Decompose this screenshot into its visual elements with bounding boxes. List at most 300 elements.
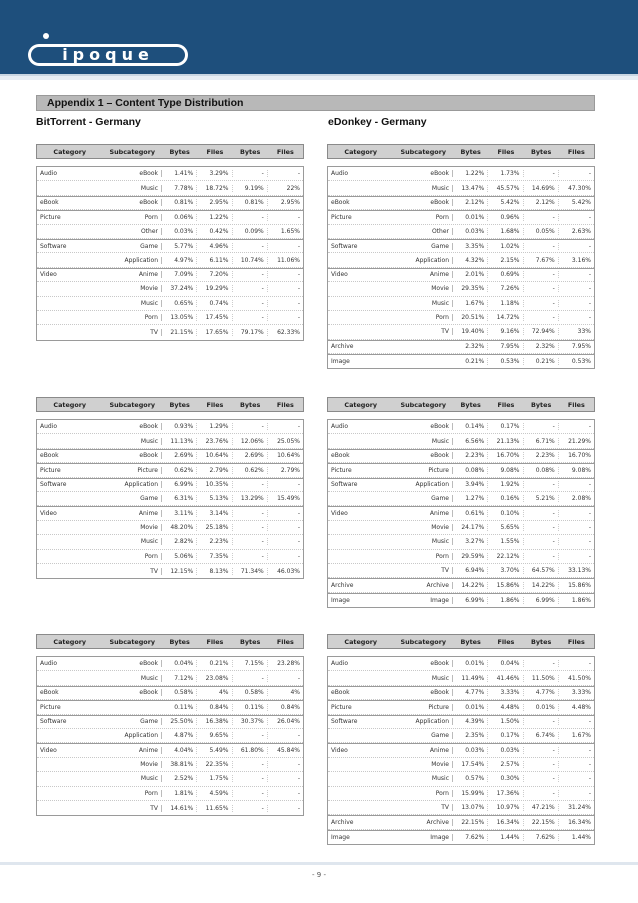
table-cell: 18.72% (197, 185, 232, 192)
table-row (328, 340, 594, 354)
table-cell: 0.03% (162, 228, 197, 235)
table-cell: 1.22% (197, 214, 232, 221)
table-cell: Archive (393, 819, 453, 826)
table-cell: Other (102, 228, 162, 235)
table-cell: Porn (393, 214, 453, 221)
table-cell: TV (102, 329, 162, 336)
table-body (327, 656, 595, 845)
table-row (37, 535, 303, 549)
table-cell: eBook (102, 452, 162, 459)
table-cell: - (524, 170, 559, 177)
table-cell: Application (102, 732, 162, 739)
column-header: Bytes (460, 400, 481, 409)
table-row (328, 478, 594, 492)
table-row (37, 449, 303, 463)
table-cell: - (524, 538, 559, 545)
table-cell: eBook (331, 689, 350, 697)
table-cell: Game (393, 495, 453, 502)
table-cell: 4.87% (162, 732, 197, 739)
table-cell: Porn (102, 314, 162, 321)
column-header: Files (206, 147, 224, 156)
table-row (37, 434, 303, 448)
column-header: Files (276, 400, 294, 409)
table-cell: 9.08% (488, 467, 523, 474)
table-row (37, 758, 303, 772)
table-cell: 22.15% (453, 819, 488, 826)
table-cell: - (588, 660, 591, 668)
table-cell: 11.13% (162, 438, 197, 445)
table-row (328, 772, 594, 786)
table-cell: 0.62% (233, 467, 268, 474)
table-cell: 12.15% (162, 568, 197, 575)
table-cell: 15.99% (453, 790, 488, 797)
table-cell: Image (331, 596, 350, 604)
table-cell: 14.61% (162, 805, 197, 812)
table-cell: 10.97% (488, 804, 523, 811)
table-cell: Music (393, 185, 453, 192)
table-row (328, 449, 594, 463)
table-cell: 1.86% (488, 597, 523, 604)
table-body (327, 166, 595, 369)
table-cell: 7.15% (233, 660, 268, 667)
table-cell: Video (331, 510, 348, 518)
table-cell: - (297, 285, 300, 293)
table-cell: 41.46% (488, 675, 523, 682)
table-row (328, 181, 594, 195)
table-cell: 0.57% (453, 775, 488, 782)
table-row (328, 420, 594, 434)
table-cell: 4% (290, 689, 300, 697)
table-cell: 7.62% (524, 834, 559, 841)
table-cell: 7.67% (524, 257, 559, 264)
table-cell: eBook (102, 423, 162, 430)
table-row (37, 671, 303, 685)
table-cell: 21.13% (488, 438, 523, 445)
table-cell: 6.56% (453, 438, 488, 445)
table-row (328, 282, 594, 296)
table-cell: - (588, 213, 591, 221)
table-cell: 2.95% (197, 199, 232, 206)
table-cell: Picture (40, 466, 61, 474)
table-cell: - (588, 299, 591, 307)
appendix-title: Appendix 1 – Content Type Distribution (47, 97, 244, 109)
bittorrent-table-3 (36, 634, 304, 816)
table-cell: Anime (393, 510, 453, 517)
table-cell: 2.82% (162, 538, 197, 545)
table-cell: Video (331, 747, 348, 755)
table-cell: 15.49% (277, 495, 300, 503)
table-cell: 1.27% (453, 495, 488, 502)
table-cell: Music (393, 675, 453, 682)
table-cell: 17.36% (488, 790, 523, 797)
table-cell: 0.53% (488, 358, 523, 365)
table-cell: Anime (102, 271, 162, 278)
table-cell: - (297, 538, 300, 546)
table-cell: 5.42% (571, 199, 591, 207)
table-cell: 0.21% (453, 358, 488, 365)
table-cell: eBook (393, 423, 453, 430)
table-cell: 29.59% (453, 553, 488, 560)
table-cell: - (524, 775, 559, 782)
table-cell: - (233, 775, 268, 782)
column-header: Subcategory (400, 637, 447, 646)
table-cell: 31.24% (568, 804, 591, 812)
table-cell: eBook (102, 660, 162, 667)
table-cell: 4.48% (571, 703, 591, 711)
table-header (327, 397, 595, 412)
column-header: Subcategory (109, 147, 156, 156)
table-cell: Porn (102, 790, 162, 797)
table-row (37, 478, 303, 492)
table-cell: 5.21% (524, 495, 559, 502)
table-cell: eBook (102, 170, 162, 177)
table-cell: 4.39% (453, 718, 488, 725)
table-cell: 23.76% (197, 438, 232, 445)
table-cell: eBook (393, 199, 453, 206)
table-cell: 0.16% (488, 495, 523, 502)
table-cell: 64.57% (524, 567, 559, 574)
table-row (37, 268, 303, 282)
table-cell: 1.50% (488, 718, 523, 725)
table-cell: 0.11% (233, 704, 268, 711)
column-header: Bytes (531, 147, 552, 156)
table-cell: 20.51% (453, 314, 488, 321)
table-cell: - (524, 510, 559, 517)
table-cell: 10.35% (197, 481, 232, 488)
table-cell: Software (40, 718, 67, 726)
table-body (36, 166, 304, 341)
table-cell: Movie (393, 285, 453, 292)
table-cell: - (233, 271, 268, 278)
table-cell: 62.33% (277, 328, 300, 336)
column-header: Subcategory (109, 637, 156, 646)
table-cell: 3.14% (197, 510, 232, 517)
table-cell: 1.44% (571, 833, 591, 841)
table-cell: - (524, 718, 559, 725)
table-row (37, 297, 303, 311)
table-cell: - (297, 242, 300, 250)
table-cell: - (588, 242, 591, 250)
table-row (328, 325, 594, 339)
table-cell: 11.65% (197, 805, 232, 812)
table-cell: 3.94% (453, 481, 488, 488)
table-cell: 22.15% (524, 819, 559, 826)
table-cell: 14.22% (524, 582, 559, 589)
table-cell: 23.08% (197, 675, 232, 682)
table-cell: 6.99% (524, 597, 559, 604)
table-cell: 37.24% (162, 285, 197, 292)
table-cell: eBook (331, 199, 350, 207)
table-cell: eBook (393, 660, 453, 667)
table-row (328, 578, 594, 592)
table-cell: 9.16% (488, 328, 523, 335)
table-cell: eBook (393, 170, 453, 177)
table-row (37, 715, 303, 729)
table-cell: 0.42% (197, 228, 232, 235)
table-row (328, 225, 594, 239)
table-cell: 1.86% (571, 596, 591, 604)
table-cell: Image (331, 358, 350, 366)
table-row (37, 657, 303, 671)
table-cell: Movie (102, 524, 162, 531)
table-cell: - (524, 553, 559, 560)
table-cell: Audio (331, 170, 349, 178)
table-cell: 2.08% (571, 495, 591, 503)
table-cell: 7.95% (571, 343, 591, 351)
column-header: Bytes (460, 147, 481, 156)
table-cell: - (233, 524, 268, 531)
column-header: Bytes (240, 147, 261, 156)
column-header: Bytes (169, 637, 190, 646)
column-header: Category (53, 400, 87, 409)
table-cell: - (233, 423, 268, 430)
table-row (328, 167, 594, 181)
table-cell: - (233, 761, 268, 768)
table-cell: 7.09% (162, 271, 197, 278)
column-header: Files (567, 147, 585, 156)
table-cell: - (233, 790, 268, 797)
table-cell: 0.96% (488, 214, 523, 221)
table-row (37, 181, 303, 195)
table-row (328, 550, 594, 564)
edonkey-table-2 (327, 397, 595, 608)
table-row (37, 700, 303, 714)
column-header: Files (206, 400, 224, 409)
table-cell: 3.29% (197, 170, 232, 177)
table-cell: 23.28% (277, 660, 300, 668)
table-cell: 2.23% (453, 452, 488, 459)
table-cell: 2.15% (488, 257, 523, 264)
table-cell: 0.74% (197, 300, 232, 307)
table-cell: Picture (393, 704, 453, 711)
table-cell: 5.77% (162, 243, 197, 250)
table-cell: 0.09% (233, 228, 268, 235)
table-cell: 16.70% (488, 452, 523, 459)
table-cell: Anime (393, 271, 453, 278)
table-cell: 7.78% (162, 185, 197, 192)
table-cell: 13.29% (233, 495, 268, 502)
table-cell: Software (40, 242, 67, 250)
table-cell: - (297, 299, 300, 307)
table-row (37, 492, 303, 506)
table-cell: 4.77% (453, 689, 488, 696)
table-cell: 0.01% (453, 704, 488, 711)
table-cell: Video (40, 510, 57, 518)
table-row (37, 196, 303, 210)
table-row (328, 196, 594, 210)
table-cell: 6.71% (524, 438, 559, 445)
table-cell: Video (331, 271, 348, 279)
table-cell: - (588, 481, 591, 489)
table-row (37, 463, 303, 477)
table-cell: - (297, 271, 300, 279)
table-cell: 0.01% (453, 214, 488, 221)
footer-divider (0, 862, 638, 865)
table-cell: 0.21% (524, 358, 559, 365)
table-cell: 7.20% (197, 271, 232, 278)
column-header: Bytes (531, 400, 552, 409)
table-cell: 0.65% (162, 300, 197, 307)
table-cell: - (233, 510, 268, 517)
column-header: Category (344, 147, 378, 156)
table-cell: 11.06% (277, 256, 300, 264)
table-cell: 2.52% (162, 775, 197, 782)
table-row (37, 801, 303, 815)
table-cell: 7.26% (488, 285, 523, 292)
table-cell: 2.12% (524, 199, 559, 206)
table-cell: 4.96% (197, 243, 232, 250)
table-row (37, 210, 303, 224)
ipoque-logo (28, 28, 188, 70)
table-row (328, 535, 594, 549)
table-cell: 1.44% (488, 834, 523, 841)
table-cell: Music (102, 185, 162, 192)
table-cell: 6.99% (453, 597, 488, 604)
table-row (37, 729, 303, 743)
table-cell: Porn (102, 214, 162, 221)
table-cell: TV (102, 805, 162, 812)
table-cell: - (233, 214, 268, 221)
table-cell: 0.84% (197, 704, 232, 711)
table-cell: TV (393, 804, 453, 811)
table-cell: eBook (40, 452, 59, 460)
table-cell: Anime (393, 747, 453, 754)
table-cell: 16.70% (568, 452, 591, 460)
table-cell: 1.22% (453, 170, 488, 177)
table-cell: 0.84% (280, 703, 300, 711)
table-row (328, 521, 594, 535)
table-row (328, 715, 594, 729)
table-cell: 19.40% (453, 328, 488, 335)
table-cell: - (588, 523, 591, 531)
table-cell: 7.35% (197, 553, 232, 560)
table-cell: - (524, 481, 559, 488)
column-header: Files (206, 637, 224, 646)
table-cell: 14.72% (488, 314, 523, 321)
table-cell: - (297, 789, 300, 797)
table-row (328, 593, 594, 607)
table-cell: - (588, 314, 591, 322)
column-header: Bytes (240, 400, 261, 409)
table-row (328, 758, 594, 772)
table-cell: Movie (393, 761, 453, 768)
table-cell: Software (331, 242, 358, 250)
table-cell: Picture (331, 213, 352, 221)
table-cell: Anime (102, 747, 162, 754)
table-cell: 2.23% (524, 452, 559, 459)
table-cell: 13.07% (453, 804, 488, 811)
table-cell: 0.53% (571, 358, 591, 366)
table-cell: 0.17% (488, 423, 523, 430)
table-cell: 79.17% (233, 329, 268, 336)
table-cell: 24.17% (453, 524, 488, 531)
table-cell: 0.14% (453, 423, 488, 430)
table-cell: Video (40, 271, 57, 279)
table-cell: 2.23% (197, 538, 232, 545)
column-header: Files (567, 400, 585, 409)
table-cell: 22.12% (488, 553, 523, 560)
table-cell: - (233, 300, 268, 307)
table-cell: 6.31% (162, 495, 197, 502)
table-cell: - (233, 553, 268, 560)
table-row (328, 787, 594, 801)
column-header: Files (276, 147, 294, 156)
table-cell: 21.29% (568, 437, 591, 445)
table-cell: 0.11% (162, 704, 197, 711)
table-cell: - (588, 285, 591, 293)
table-cell: Picture (393, 467, 453, 474)
table-cell: - (233, 481, 268, 488)
table-cell: Porn (393, 314, 453, 321)
table-cell: - (588, 789, 591, 797)
table-cell: 4.48% (488, 704, 523, 711)
table-cell: - (524, 423, 559, 430)
table-cell: eBook (331, 452, 350, 460)
table-cell: - (524, 214, 559, 221)
table-cell: Game (102, 718, 162, 725)
table-cell: - (297, 552, 300, 560)
table-cell: Image (331, 833, 350, 841)
table-cell: 2.69% (233, 452, 268, 459)
table-cell: TV (393, 567, 453, 574)
table-cell: 22.35% (197, 761, 232, 768)
table-cell: - (297, 213, 300, 221)
table-cell: 0.58% (162, 689, 197, 696)
table-cell: 41.50% (568, 674, 591, 682)
column-header: Files (276, 637, 294, 646)
table-cell: Game (102, 243, 162, 250)
table-cell: 46.03% (277, 567, 300, 575)
table-cell: - (524, 761, 559, 768)
table-cell: 11.50% (524, 675, 559, 682)
table-cell: Application (393, 481, 453, 488)
table-cell: 38.81% (162, 761, 197, 768)
table-cell: Audio (40, 660, 58, 668)
table-row (37, 311, 303, 325)
table-row (37, 506, 303, 520)
table-cell: Picture (102, 467, 162, 474)
table-cell: Picture (331, 466, 352, 474)
table-row (37, 550, 303, 564)
table-cell: Archive (331, 818, 354, 826)
table-cell: 0.04% (162, 660, 197, 667)
table-cell: 0.03% (453, 228, 488, 235)
table-cell: Image (393, 834, 453, 841)
table-cell: Music (393, 300, 453, 307)
table-cell: - (588, 760, 591, 768)
table-cell: Audio (40, 423, 58, 431)
page-number: - 9 - (312, 871, 326, 879)
table-header (36, 397, 304, 412)
column-header: Files (497, 637, 515, 646)
table-cell: 0.08% (524, 467, 559, 474)
column-header: Subcategory (109, 400, 156, 409)
table-cell: 3.27% (453, 538, 488, 545)
table-cell: 3.11% (162, 510, 197, 517)
table-cell: Audio (331, 660, 349, 668)
table-cell: 2.79% (280, 466, 300, 474)
table-cell: 2.01% (453, 271, 488, 278)
table-cell: Music (102, 775, 162, 782)
table-cell: 25.50% (162, 718, 197, 725)
table-cell: Music (393, 438, 453, 445)
table-row (37, 564, 303, 578)
table-cell: Application (102, 257, 162, 264)
table-cell: 1.18% (488, 300, 523, 307)
table-cell: 10.74% (233, 257, 268, 264)
table-cell: - (233, 732, 268, 739)
table-cell: 22% (286, 184, 300, 192)
